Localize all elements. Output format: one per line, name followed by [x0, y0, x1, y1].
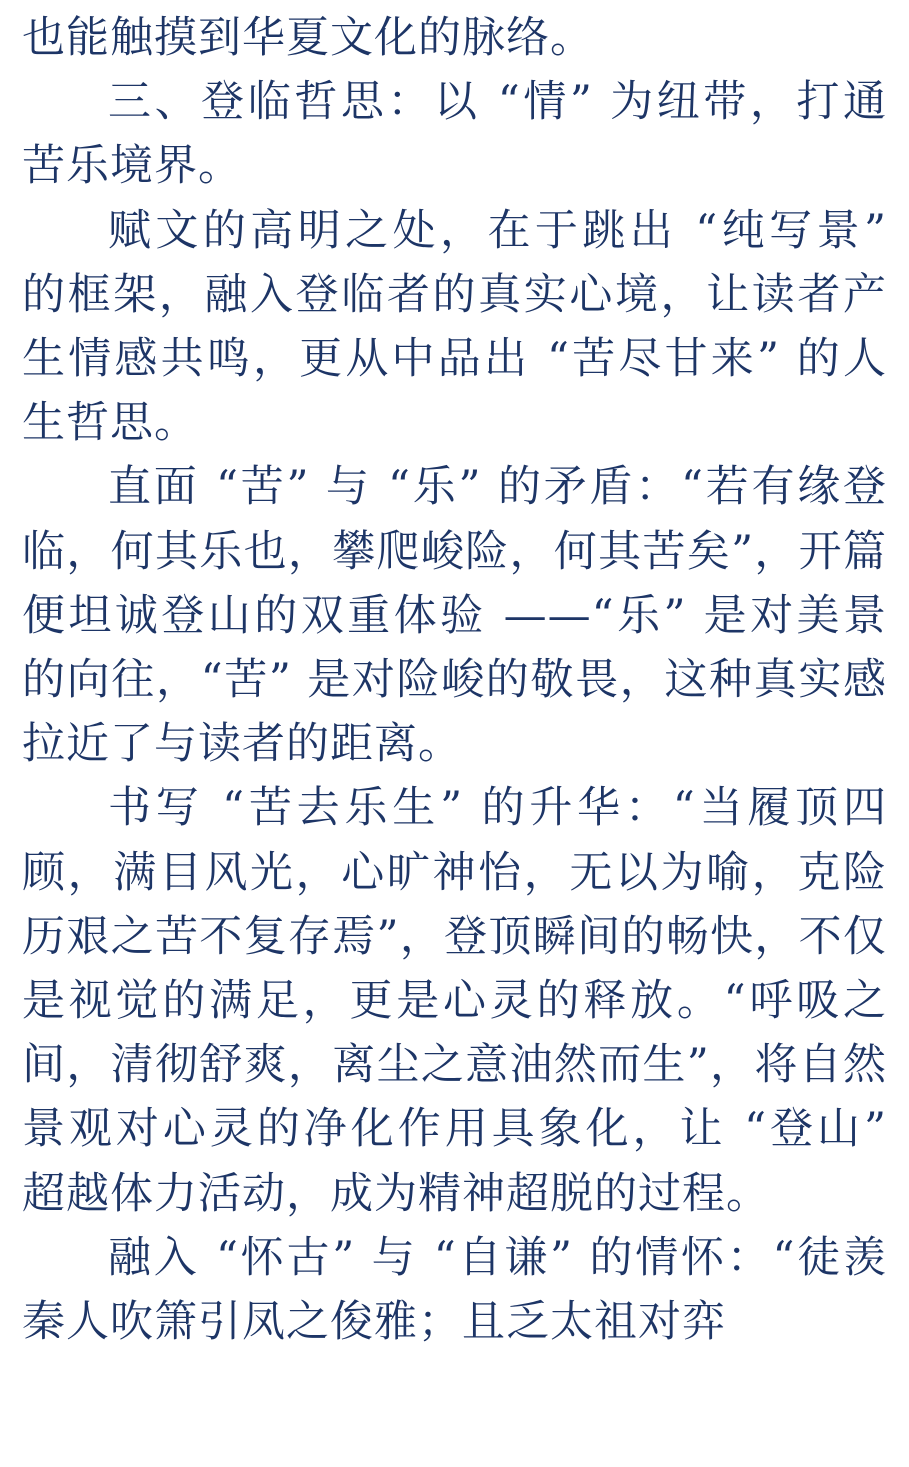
paragraph-bitterness-joy: 直面 “苦” 与 “乐” 的矛盾：“若有缘登临，何其乐也，攀爬峻险，何其苦矣”，开篇便坦诚登山的双重体验 ——“乐” 是对美景的向往，“苦” 是对险峻的敬畏，这种真实感拉近了与读者的距离。	[22, 462, 887, 770]
paragraph-nostalgia: 融入 “怀古” 与 “自谦” 的情怀：“徒羡秦人吹箫引凤之俊雅；且乏太祖对弈	[22, 1232, 887, 1348]
paragraph-intro: 赋文的高明之处，在于跳出 “纯写景” 的框架，融入登临者的真实心境，让读者产生情感共鸣，更从中品出 “苦尽甘来” 的人生哲思。	[22, 205, 887, 449]
paragraph-sublimation: 书写 “苦去乐生” 的升华：“当履顶四顾，满目风光，心旷神怡，无以为喻，克险历艰之苦不复存焉”，登顶瞬间的畅快，不仅是视觉的满足，更是心灵的释放。“呼吸之间，清彻舒爽，离尘之意油然而生”，将自然景观对心灵的净化作用具象化，让 “登山” 超越体力活动，成为精神超脱的过程。	[22, 783, 887, 1219]
paragraph-continued: 也能触摸到华夏文化的脉络。	[22, 13, 594, 63]
paragraph-section-heading: 三、登临哲思：以 “情” 为纽带，打通苦乐境界。	[22, 77, 887, 192]
